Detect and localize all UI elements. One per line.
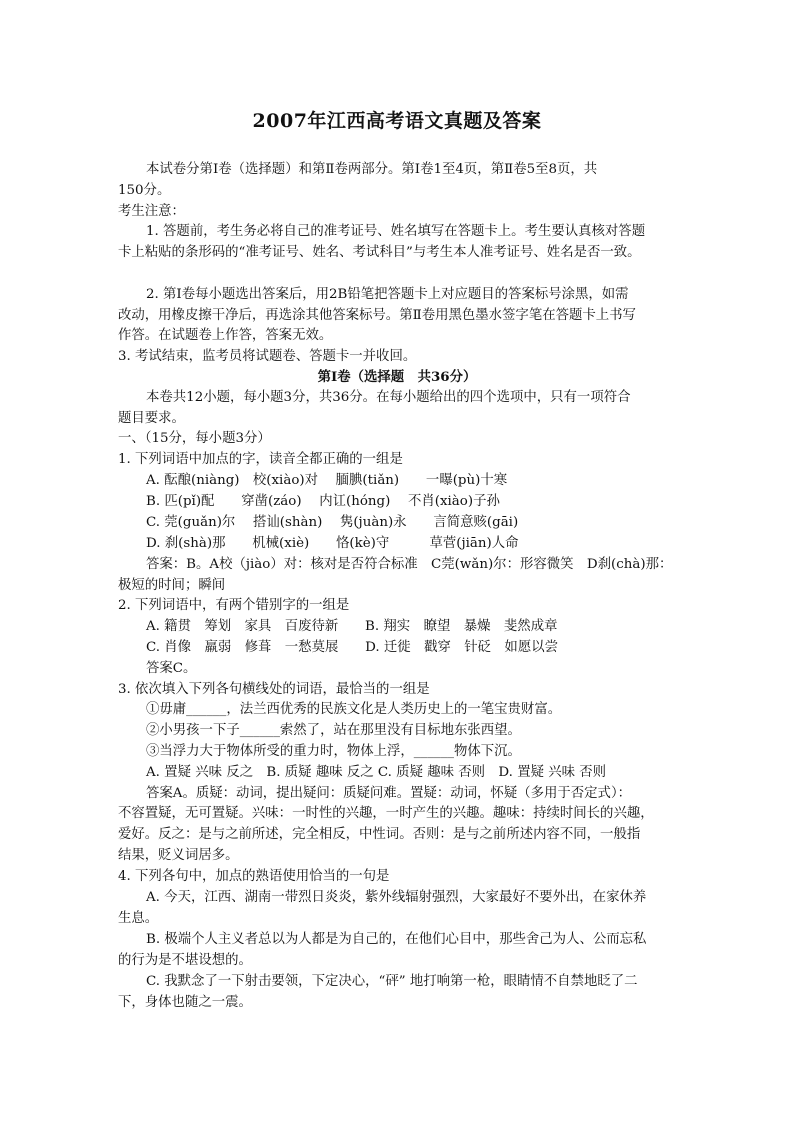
option-line: 下，身体也随之一震。 [118,995,252,1010]
section-intro-line: 本卷共12小题，每小题3分，共36分。在每小题给出的四个选项中，只有一项符合 [146,390,631,405]
answer-line: 答案：B。A校（jiào）对：核对是否符合标准 C莞(wǎn)尔：形容微笑 D刹(chà)那： [146,557,673,572]
intro-line: 本试卷分第Ⅰ卷（选择题）和第Ⅱ卷两部分。第Ⅰ卷1至4页，第Ⅱ卷5至8页，共 [146,162,598,177]
option-line: 的行为是不堪设想的。 [118,953,252,968]
option-line: A. 籍贯 筹划 家具 百废待新 B. 翔实 瞭望 暴燥 斐然成章 [146,619,558,634]
answer-line: 答案A。质疑：动词，提出疑问：质疑问难。置疑：动词，怀疑（多用于否定式）： [146,786,632,801]
page-title: 2007年江西高考语文真题及答案 [252,110,542,132]
answer-line: 答案C。 [146,661,197,676]
question-stem: 2. 下列词语中，有两个错别字的一组是 [118,598,350,613]
option-line: B. 极端个人主义者总以为人都是为自己的，在他们心目中，那些舍己为人、公而忘私 [146,932,647,947]
note-line: 作答。在试题卷上作答，答案无效。 [118,328,333,343]
note-line: 卡上粘贴的条形码的“准考证号、姓名、考试科目”与考生本人准考证号、姓名是否一致。 [118,245,641,260]
question-stem: 1. 下列词语中加点的字，读音全都正确的一组是 [118,452,403,467]
answer-line: 极短的时间；瞬间 [118,578,226,593]
answer-line: 爱好。反之：是与之前所述，完全相反，中性词。否则：是与之前所述内容不同，一般指 [118,827,641,842]
option-line: A. 酝酿(niàng) 校(xiào)对 腼腆(tiǎn) 一曝(pù)十寒 [146,473,508,488]
note-line: 1. 答题前，考生务必将自己的准考证号、姓名填写在答题卡上。考生要认真核对答题 [146,224,646,239]
option-line: A. 置疑 兴味 反之 B. 质疑 趣味 反之 C. 质疑 趣味 否则 D. 置疑 兴味 否则 [146,765,607,780]
part-heading: 一、（15分，每小题3分） [118,431,271,446]
section-heading: 第Ⅰ卷（选择题 共36分） [317,369,477,385]
option-line: D. 刹(shà)那 机械(xiè) 恪(kè)守 草菅(jiān)人命 [146,536,519,551]
option-line: C. 肖像 羸弱 修葺 一愁莫展 D. 迁徙 戳穿 针砭 如愿以尝 [146,640,558,655]
question-stem: 4. 下列各句中，加点的熟语使用恰当的一句是 [118,869,390,884]
option-line: B. 匹(pǐ)配 穿凿(záo) 内讧(hóng) 不肖(xiào)子孙 [146,494,500,509]
note-line: 3. 考试结束，监考员将试题卷、答题卡一并收回。 [118,349,417,364]
answer-line: 结果，贬义词居多。 [118,848,239,863]
sentence-line: ②小男孩一下子______索然了，站在那里没有目标地东张西望。 [146,723,521,738]
sentence-line: ③当浮力大于物体所受的重力时，物体上浮，______物体下沉。 [146,744,521,759]
option-line: C. 莞(guǎn)尔 搭讪(shàn) 隽(juàn)永 言简意赅(gāi) [146,515,519,530]
note-line: 改动，用橡皮擦干净后，再选涂其他答案标号。第Ⅱ卷用黑色墨水签字笔在答题卡上书写 [118,308,636,323]
option-line: C. 我默念了一下射击要领，下定决心，“砰” 地打响第一枪，眼睛情不自禁地眨了二 [146,974,638,989]
option-line: A. 今天，江西、湖南一带烈日炎炎，紫外线辐射强烈，大家最好不要外出，在家休养 [146,890,647,905]
section-intro-line: 题目要求。 [118,411,185,426]
sentence-line: ①毋庸______，法兰西优秀的民族文化是人类历史上的一笔宝贵财富。 [146,702,562,717]
question-stem: 3. 依次填入下列各句横线处的词语，最恰当的一组是 [118,682,430,697]
option-line: 生息。 [118,911,159,926]
answer-line: 不容置疑，无可置疑。兴味：一时性的兴趣，一时产生的兴趣。趣味：持续时间长的兴趣， [118,806,654,821]
intro-line: 150分。 [118,183,171,198]
note-line: 2. 第Ⅰ卷每小题选出答案后，用2B铅笔把答题卡上对应题目的答案标号涂黑，如需 [146,287,629,302]
notes-heading: 考生注意： [118,204,185,219]
